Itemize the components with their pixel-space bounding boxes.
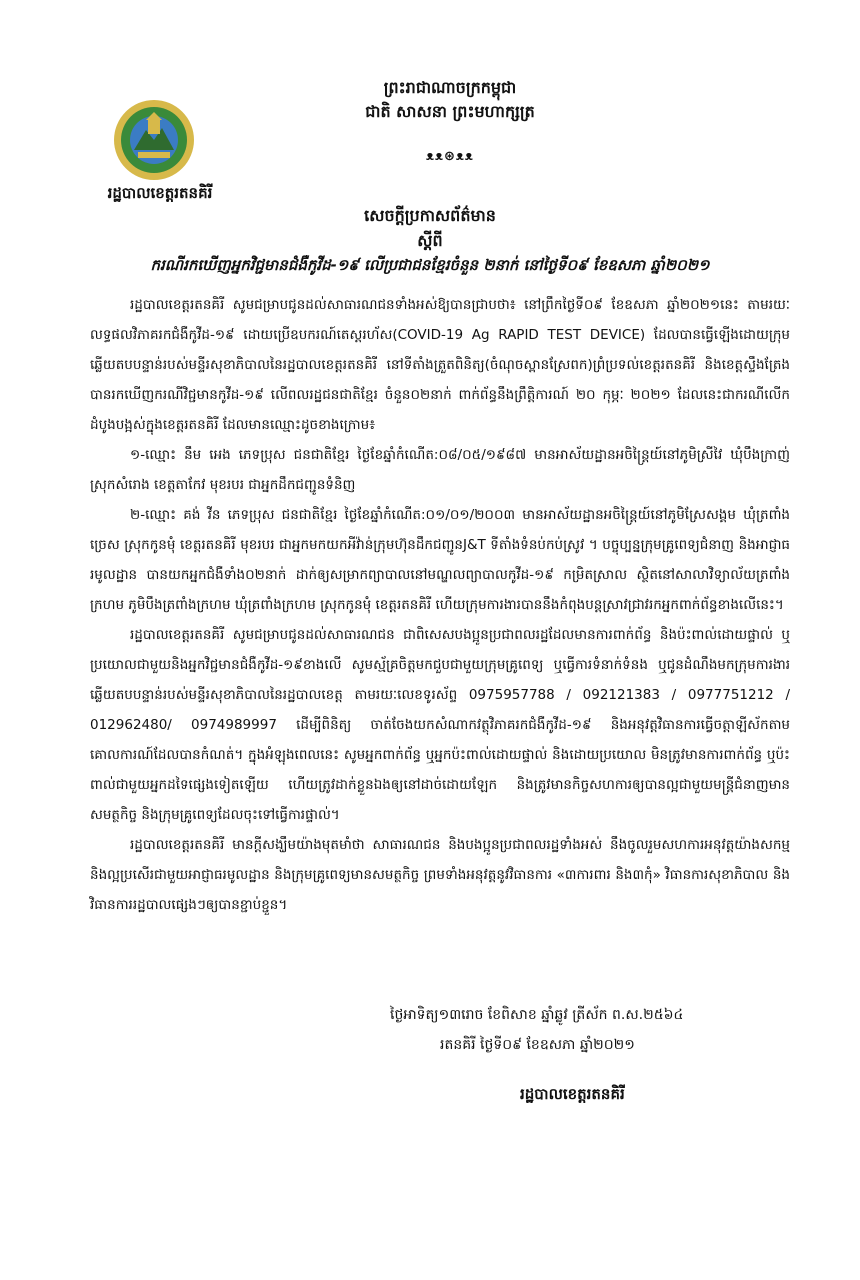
- document-subject: ករណីរកឃើញអ្នកវិជ្ជមានជំងឺកូវីដ-១៩ លើប្រជាជនខ្មែរចំនួន ២នាក់ នៅថ្ងៃទី០៩ ខែឧសភា ឆ្នាំ២០២១: [150, 256, 710, 274]
- lunar-date: ថ្ងៃអាទិត្យ១៣រោច ខែពិសាខ ឆ្នាំឆ្លូវ ត្រីស័ក ព.ស.២៥៦៤: [390, 1007, 684, 1023]
- national-motto: ជាតិ សាសនា ព្រះមហាក្សត្រ: [365, 102, 535, 121]
- document-body: [90, 290, 790, 920]
- paragraph-case-2: ២-ឈ្មោះ គង់ វីន ភេទប្រុស ជនជាតិខ្មែរ ថ្ងៃខែឆ្នាំកំណើត:០១/០១/២០០៣ មានអាស័យដ្ឋានអចិន្ត្រៃយ៍នៅភូមិស្រែសង្គម ឃុំត្រពាំងច្រេស ស្រុកកូនមុំ ខេត្តរតនគិរី មុខរបរ ជាអ្នកមកយកអីវ៉ាន់ក្រុមហ៊ុនដឹកជញ្ជូនJ&T ទីតាំងទំនប់កប់ស្រូវ ។ បច្ចុប្បន្នក្រុមគ្រូពេទ្យជំនាញ និងអាជ្ញាធរមូលដ្ឋាន បានយកអ្នកជំងឺទាំង០២នាក់ ដាក់ឲ្យសម្រាកព្យាបាលនៅមណ្ឌលព្យាបាលកូវីដ-១៩ កម្រិតស្រាល ស្ថិតនៅសាលាវិទ្យាល័យត្រពាំងក្រហម ភូមិបឹងត្រពាំងក្រហម ឃុំត្រពាំងក្រហម ស្រុកកូនមុំ ខេត្តរតនគិរី ហើយក្រុមការងារបាននឹងកំពុងបន្តស្រាវជ្រាវរកអ្នកពាក់ព័ន្ធខាងលើនេះ។: [90, 507, 790, 613]
- administration-name: រដ្ឋបាលខេត្តរតនគិរី: [107, 184, 213, 202]
- provincial-seal-icon: [112, 98, 196, 182]
- ornament-divider: ᴥᴥ⊛ᴥᴥ: [426, 149, 474, 164]
- subject-label: ស្តីពី: [417, 231, 443, 250]
- document-title: សេចក្តីប្រកាសព័ត៌មាន: [364, 206, 496, 225]
- kingdom-name: ព្រះរាជាណាចក្រកម្ពុជា: [383, 78, 517, 97]
- civil-date: រតនគិរី ថ្ងៃទី០៩ ខែឧសភា ឆ្នាំ២០២១: [440, 1037, 635, 1053]
- paragraph-intro: រដ្ឋបាលខេត្តរតនគិរី សូមជម្រាបជូនដល់សាធារណជនទាំងអស់ឱ្យបានជ្រាបថា៖ នៅព្រឹកថ្ងៃទី០៩ ខែឧសភា ឆ្នាំ២០២១នេះ តាមរយៈលទ្ធផលវិភាគរកជំងឺកូវីដ-១៩ ដោយប្រើឧបករណ៍តេស្តរហ័ស(COVID-19 Ag RAPID TEST DEVICE) ដែលបានធ្វើឡើងដោយក្រុមឆ្លើយតបបន្ទាន់របស់មន្ទីរសុខាភិបាលនៃរដ្ឋបាលខេត្តរតនគិរី នៅទីតាំងត្រួតពិនិត្យ(ចំណុចស្ពានស្រែពក)ព្រំប្រទល់ខេត្តរតនគិរី និងខេត្តស្ទឹងត្រែង បានរកឃើញករណីវិជ្ជមានកូវីដ-១៩ លើពលរដ្ឋជនជាតិខ្មែរ ចំនួន០២នាក់ ពាក់ព័ន្ធនឹងព្រឹត្តិការណ៍ ២០ កុម្ភៈ ២០២១ ដែលនេះជាករណីលើកដំបូងបង្អស់ក្នុងខេត្តរតនគិរី ដែលមានឈ្មោះដូចខាងក្រោម៖: [90, 297, 790, 433]
- signature-block: រដ្ឋបាលខេត្តរតនគិរី: [520, 1085, 625, 1103]
- paragraph-closing: រដ្ឋបាលខេត្តរតនគិរី មានក្តីសង្ឃឹមយ៉ាងមុតមាំថា សាធារណជន និងបងប្អូនប្រជាពលរដ្ឋទាំងអស់ នឹងចូលរួមសហការអនុវត្តយ៉ាងសកម្ម និងល្អប្រសើរជាមួយអាជ្ញាធរមូលដ្ឋាន និងក្រុមគ្រូពេទ្យមានសមត្ថកិច្ច ព្រមទាំងអនុវត្តនូវវិធានការ «៣ការពារ និង៣កុំ» វិធានការសុខាភិបាល និងវិធានការរដ្ឋបាលផ្សេងៗឲ្យបានខ្ជាប់ខ្ជួន។: [90, 837, 790, 913]
- paragraph-case-1: ១-ឈ្មោះ នឹម អេង ភេទប្រុស ជនជាតិខ្មែរ ថ្ងៃខែឆ្នាំកំណើត:០៨/០៥/១៩៨៧ មានអាស័យដ្ឋានអចិន្ត្រៃយ៍នៅភូមិស្រីវៃ ឃុំបឹងក្រាញ់ ស្រុកសំរោង ខេត្តតាកែវ មុខរបរ ជាអ្នកដឹកជញ្ជូនទំនិញ: [90, 447, 790, 493]
- kingdom-header: [300, 76, 600, 124]
- paragraph-request: រដ្ឋបាលខេត្តរតនគិរី សូមជម្រាបជូនដល់សាធារណជន ជាពិសេសបងប្អូនប្រជាពលរដ្ឋដែលមានការពាក់ព័ន្ធ និងប៉ះពាល់ដោយផ្ទាល់ ឬប្រយោលជាមួយនិងអ្នកវិជ្ជមានជំងឺកូវីដ-១៩ខាងលើ សូមស្ម័គ្រចិត្តមកជួបជាមួយក្រុមគ្រូពេទ្យ ឬធ្វើការទំនាក់ទំនង ឬជូនដំណឹងមកក្រុមការងារឆ្លើយតបបន្ទាន់របស់មន្ទីរសុខាភិបាលនៃរដ្ឋបាលខេត្ត តាមរយៈលេខទូរស័ព្ទ 0975957788 / 092121383 / 0977751212 / 012962480/ 0974989997 ដើម្បីពិនិត្យ ចាត់ចែងយកសំណាកវត្ថុវិភាគរកជំងឺកូវីដ-១៩ និងអនុវត្តវិធានការធ្វើចត្តាឡីស័កតាមគោលការណ៍ដែលបានកំណត់។ ក្នុងអំឡុងពេលនេះ សូមអ្នកពាក់ព័ន្ធ ឬអ្នកប៉ះពាល់ដោយផ្ទាល់ និងដោយប្រយោល មិនត្រូវមានការពាក់ព័ន្ធ ឬប៉ះពាល់ជាមួយអ្នកដទៃផ្សេងទៀតឡើយ ហើយត្រូវដាក់ខ្លួនឯងឲ្យនៅដាច់ដោយឡែក និងត្រូវមានកិច្ចសហការឲ្យបានល្អជាមួយមន្ត្រីជំនាញមានសមត្ថកិច្ច និងក្រុមគ្រូពេទ្យដែលចុះទៅធ្វើការផ្ទាល់។: [90, 627, 790, 823]
- provincial-logo: [112, 98, 196, 182]
